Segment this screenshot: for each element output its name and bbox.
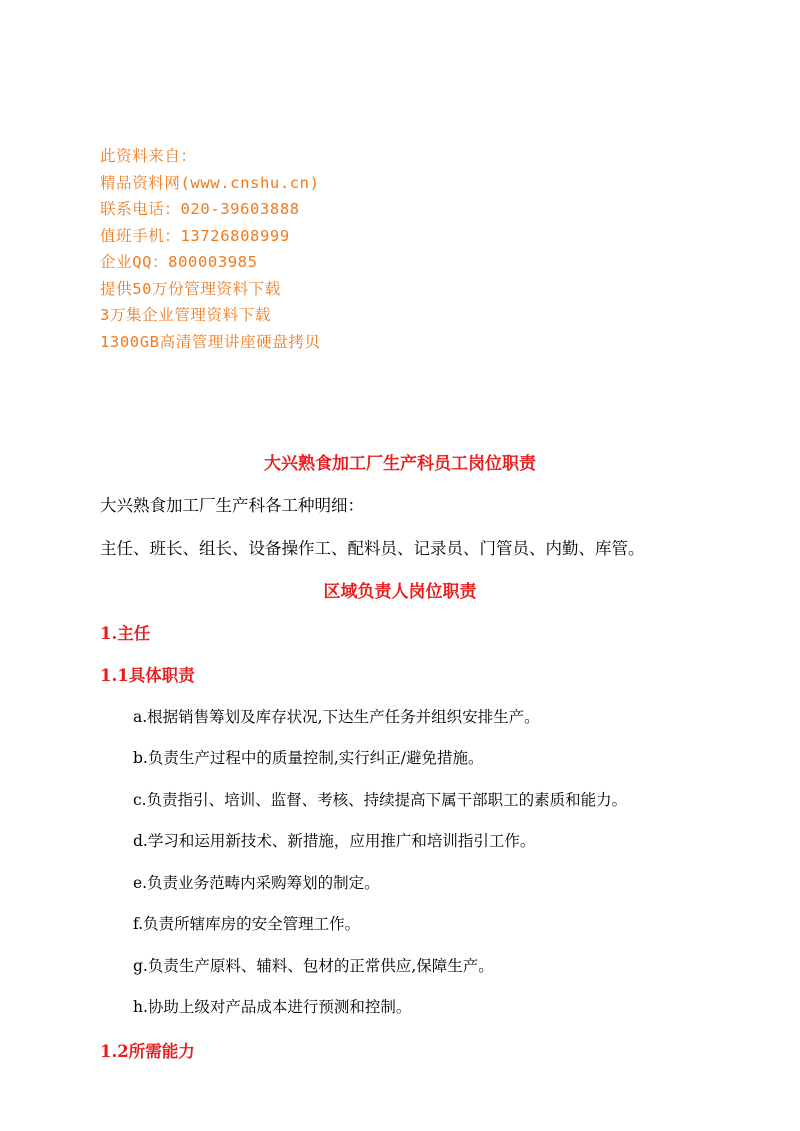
heading-director: 1.主任 [100, 624, 151, 643]
duty-item: g.负责生产原料、辅料、包材的正常供应,保障生产。 [133, 957, 494, 975]
section-title: 区域负责人岗位职责 [323, 582, 477, 602]
duty-item: f.负责所辖库房的安全管理工作。 [133, 915, 361, 933]
duty-item: b.负责生产过程中的质量控制,实行纠正/避免措施。 [133, 749, 484, 767]
heading-specific-duties: 1.1具体职责 [100, 666, 195, 685]
source-line: 3万集企业管理资料下载 [100, 306, 271, 324]
source-line: 值班手机：13726808999 [100, 226, 290, 245]
duty-item: e.负责业务范畴内采购筹划的制定。 [133, 874, 380, 892]
heading-required-abilities: 1.2所需能力 [100, 1042, 195, 1061]
source-line: 1300GB高清管理讲座硬盘拷贝 [100, 332, 321, 351]
duty-item: d.学习和运用新技术、新措施，应用推广和培训指引工作。 [133, 832, 536, 850]
roles-list: 主任、班长、组长、设备操作工、配料员、记录员、门管员、内勤、库管。 [100, 539, 645, 558]
duty-item: h.协助上级对产品成本进行预测和控制。 [133, 998, 412, 1016]
source-line: 企业QQ：800003985 [100, 253, 258, 271]
duty-item: a.根据销售筹划及库存状况,下达生产任务并组织安排生产。 [133, 708, 540, 726]
intro-text: 大兴熟食加工厂生产科各工种明细： [100, 496, 364, 515]
source-line: 精品资料网(www.cnshu.cn) [100, 173, 320, 192]
source-line: 此资料来自： [100, 147, 197, 165]
document-title: 大兴熟食加工厂生产科员工岗位职责 [264, 454, 536, 474]
source-info-block [100, 143, 700, 355]
duty-item: c.负责指引、培训、监督、考核、持续提高下属干部职工的素质和能力。 [133, 791, 628, 809]
source-line: 提供50万份管理资料下载 [100, 279, 281, 298]
source-line: 联系电话：020-39603888 [100, 200, 300, 218]
